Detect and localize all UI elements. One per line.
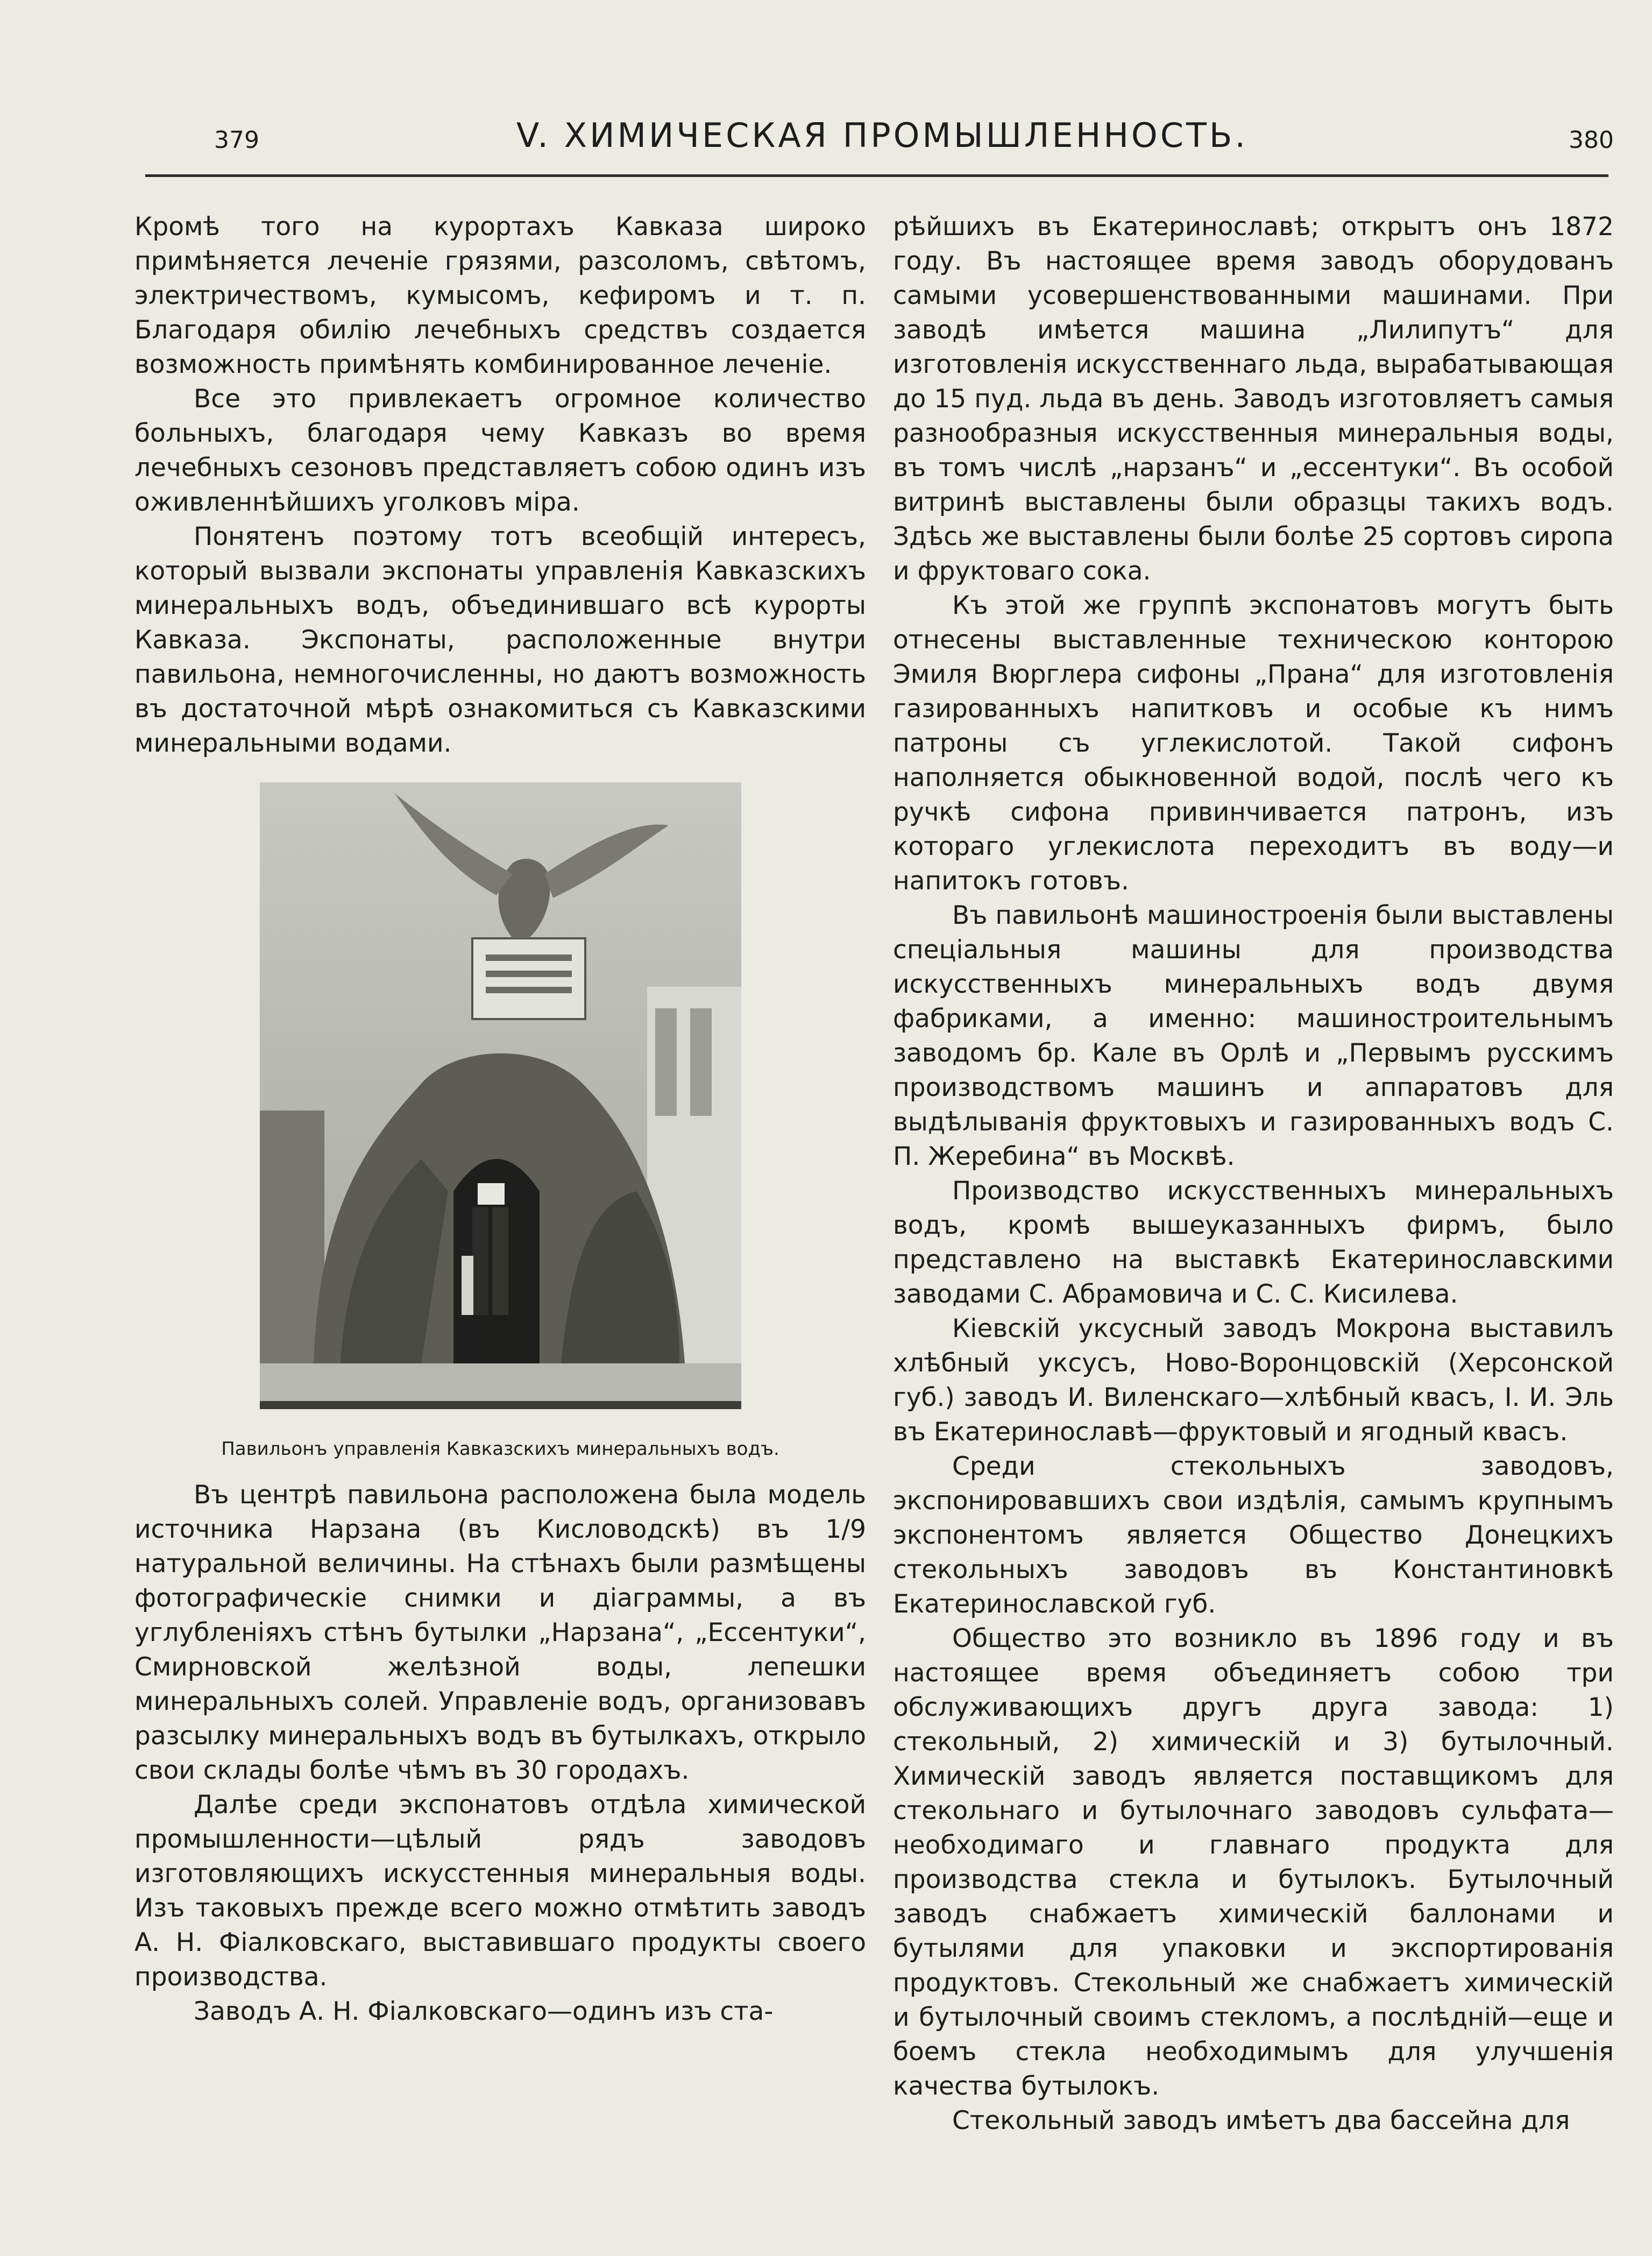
page-number-right: 380 [1569,126,1614,154]
paragraph: Кіевскій уксусный заводъ Мокрона выставилъ хлѣбный уксусъ, Ново-Воронцовскій (Херсонской губ.) заводъ И. Виленскаго—хлѣбный квасъ, І. И. Эль въ Екатеринославѣ—фруктовый и ягодный квасъ. [893,1314,1614,1447]
right-column [893,210,1614,2233]
paragraph: Заводъ А. Н. Фіалковскаго—одинъ изъ ста- [194,1997,774,2026]
figure-caption: Павильонъ управленія Кавказскихъ минеральныхъ водъ. [221,1438,779,1460]
paragraph: Все это привлекаетъ огромное количество больныхъ, благодаря чему Кавказъ во время лечебныхъ сезоновъ представляетъ собою одинъ изъ оживленнѣйшихъ уголковъ міра. [134,384,866,517]
paragraph: Далѣе среди экспонатовъ отдѣла химической промышленности—цѣлый рядъ заводовъ изготовляющихъ искусстенныя минеральныя воды. Изъ таковыхъ прежде всего можно отмѣтить заводъ А. Н. Фіалковскаго, выставившаго продукты своего производства. [134,1790,866,1992]
paragraph: Общество это возникло въ 1896 году и въ настоящее время объединяетъ собою три обслуживающихъ другъ друга завода: 1) стекольный, 2) химическій и 3) бутылочный. Химическій заводъ является поставщикомъ для стекольнаго и бутылочнаго заводовъ сульфата—необходимаго и главнаго продукта для производства стекла и бутылокъ. Бутылочный заводъ снабжаетъ химическій баллонами и бутылями для упаковки и экспортированія продуктовъ. Стекольный же снабжаетъ химическій и бутылочный своимъ стекломъ, а послѣдній—еще и боемъ стекла необходимымъ для улучшенія качества бутылокъ. [893,1624,1614,2101]
paragraph: Производство искусственныхъ минеральныхъ водъ, кромѣ вышеуказанныхъ фирмъ, было представлено на выставкѣ Екатеринославскими заводами С. Абрамовича и С. С. Кисилева. [893,1176,1614,1309]
running-title: V. ХИМИЧЕСКАЯ ПРОМЫШЛЕННОСТЬ. [516,116,1249,155]
page-number-left: 379 [214,126,259,154]
paragraph: Стекольный заводъ имѣетъ два бассейна для [952,2106,1570,2135]
paragraph: рѣйшихъ въ Екатеринославѣ; открытъ онъ 1872 году. Въ настоящее время заводъ оборудованъ самыми усовершенствованными машинами. При заводѣ имѣется машина „Лилипутъ“ для изготовленія искусственнаго льда, вырабатывающая до 15 пуд. льда въ день. Заводъ изготовляетъ самыя разнообразныя искусственныя минеральныя воды, въ томъ числѣ „нарзанъ“ и „ессентуки“. Въ особой витринѣ выставлены были образцы такихъ водъ. Здѣсь же выставлены были болѣе 25 сортовъ сиропа и фруктоваго сока. [893,212,1614,586]
figure [134,782,866,1462]
paragraph: Среди стекольныхъ заводовъ, экспонировавшихъ свои издѣлія, самымъ крупнымъ экспонентомъ является Общество Донецкихъ стекольныхъ заводовъ въ Константиновкѣ Екатеринославской губ. [893,1452,1614,1619]
pavilion-photo [260,782,741,1409]
paragraph: Къ этой же группѣ экспонатовъ могутъ быть отнесены выставленные техническою конторою Эмиля Вюрглера сифоны „Прана“ для изготовленія газированныхъ напитковъ и особые къ нимъ патроны съ углекислотой. Такой сифонъ наполняется обыкновенной водой, послѣ чего къ ручкѣ сифона привинчивается патронъ, изъ котораго углекислота переходитъ въ воду—и напитокъ готовъ. [893,591,1614,896]
left-column [134,210,866,2233]
paragraph: Кромѣ того на курортахъ Кавказа широко примѣняется леченіе грязями, разсоломъ, свѣтомъ, электричествомъ, кумысомъ, кефиромъ и т. п. Благодаря обилію лечебныхъ средствъ создается возможность примѣнять комбинированное леченіе. [134,212,866,379]
header-rule [145,174,1608,177]
page-header [151,110,1614,180]
paragraph: Въ центрѣ павильона расположена была модель источника Нарзана (въ Кисловодскѣ) въ 1/9 натуральной величины. На стѣнахъ были размѣщены фотографическіе снимки и діаграммы, а въ углубленіяхъ стѣнъ бутылки „Нарзана“, „Ессентуки“, Смирновской желѣзной воды, лепешки минеральныхъ солей. Управленіе водъ, организовавъ разсылку минеральныхъ водъ въ бутылкахъ, открыло свои склады болѣе чѣмъ въ 30 городахъ. [134,1480,866,1785]
paragraph: Понятенъ поэтому тотъ всеобщій интересъ, который вызвали экспонаты управленія Кавказскихъ минеральныхъ водъ, объединившаго всѣ курорты Кавказа. Экспонаты, расположенные внутри павильона, немногочисленны, но даютъ возможность въ достаточной мѣрѣ ознакомиться съ Кавказскими минеральными водами. [134,522,866,758]
paragraph: Въ павильонѣ машиностроенія были выставлены спеціальныя машины для производства искусственныхъ минеральныхъ водъ двумя фабриками, а именно: машиностроительнымъ заводомъ бр. Кале въ Орлѣ и „Первымъ русскимъ производствомъ машинъ и аппаратовъ для выдѣлыванія фруктовыхъ и газированныхъ водъ С. П. Жеребина“ въ Москвѣ. [893,901,1614,1171]
